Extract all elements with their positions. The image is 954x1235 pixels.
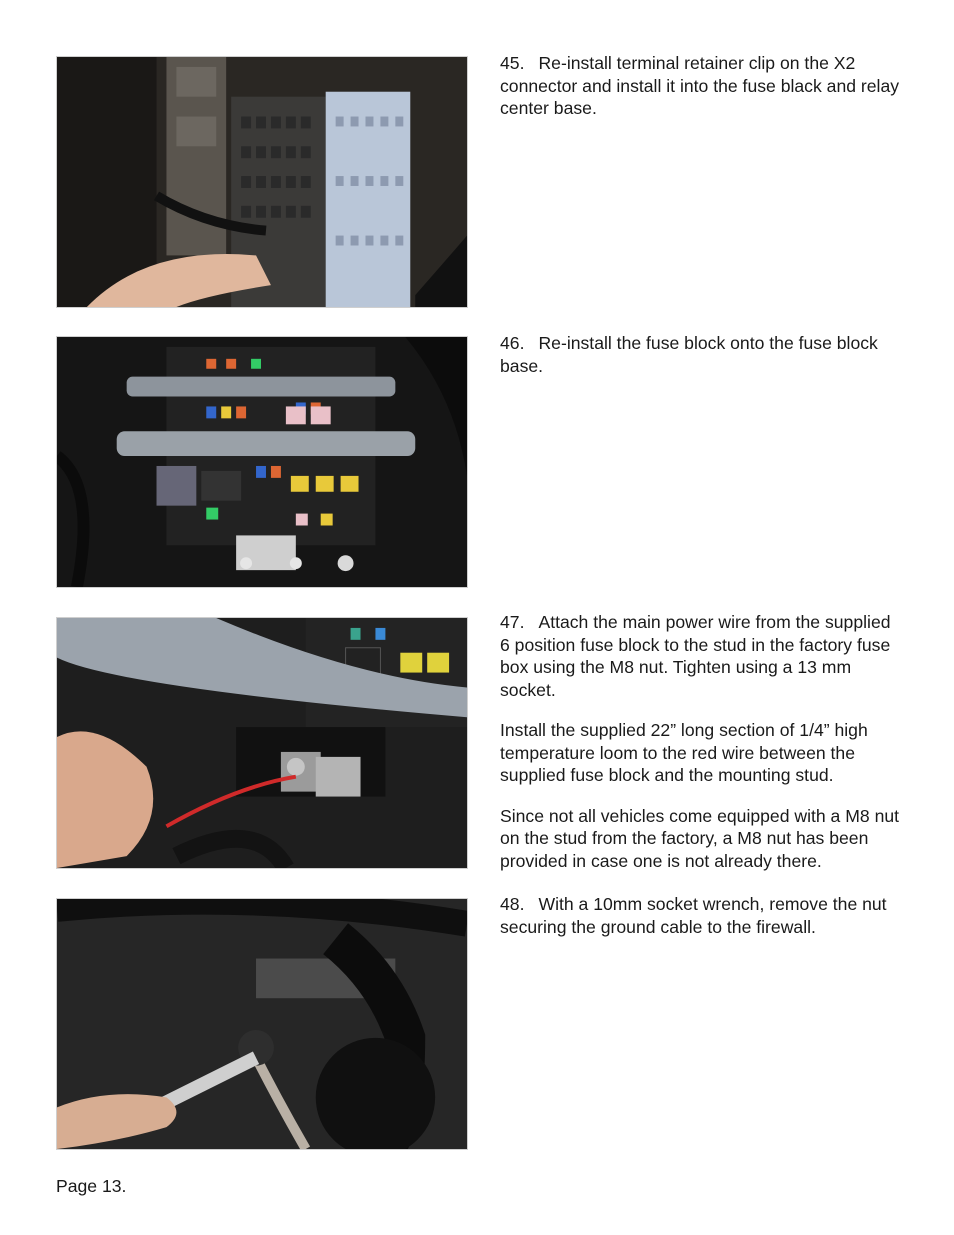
step-46-paragraph-1: 46. Re-install the fuse block onto the fuse block base. xyxy=(500,333,878,376)
step-48-text xyxy=(500,893,900,956)
step-number: 48. xyxy=(500,894,525,914)
step-47-paragraph-3: Since not all vehicles come equipped with a M8 nut on the stud from the factory, a M8 nut has been provided in case one is not already there. xyxy=(500,805,900,871)
step-47-text xyxy=(500,611,900,890)
page-number: Page 13. xyxy=(56,1176,127,1196)
connector-photo xyxy=(56,56,468,308)
ground-cable-photo xyxy=(56,898,468,1150)
step-number: 46. xyxy=(500,333,525,353)
step-47-paragraph-2: Install the supplied 22” long section of 1/4” high temperature loom to the red wire between the supplied fuse block and the mounting stud. xyxy=(500,720,868,785)
step-46-text xyxy=(500,332,900,395)
step-47-paragraph-1: 47. Attach the main power wire from the supplied 6 position fuse block to the stud in the factory fuse box using the M8 nut. Tighten using a 13 mm socket. xyxy=(500,612,891,700)
step-48-paragraph-1: 48. With a 10mm socket wrench, remove the nut securing the ground cable to the firewall. xyxy=(500,894,887,937)
step-45-paragraph-1: 45. Re-install terminal retainer clip on the X2 connector and install it into the fuse black and relay center base. xyxy=(500,53,900,118)
step-number: 45. xyxy=(500,53,525,73)
fuse-block-photo xyxy=(56,336,468,588)
step-number: 47. xyxy=(500,612,525,632)
power-wire-photo xyxy=(56,617,468,869)
step-45-text xyxy=(500,52,900,138)
